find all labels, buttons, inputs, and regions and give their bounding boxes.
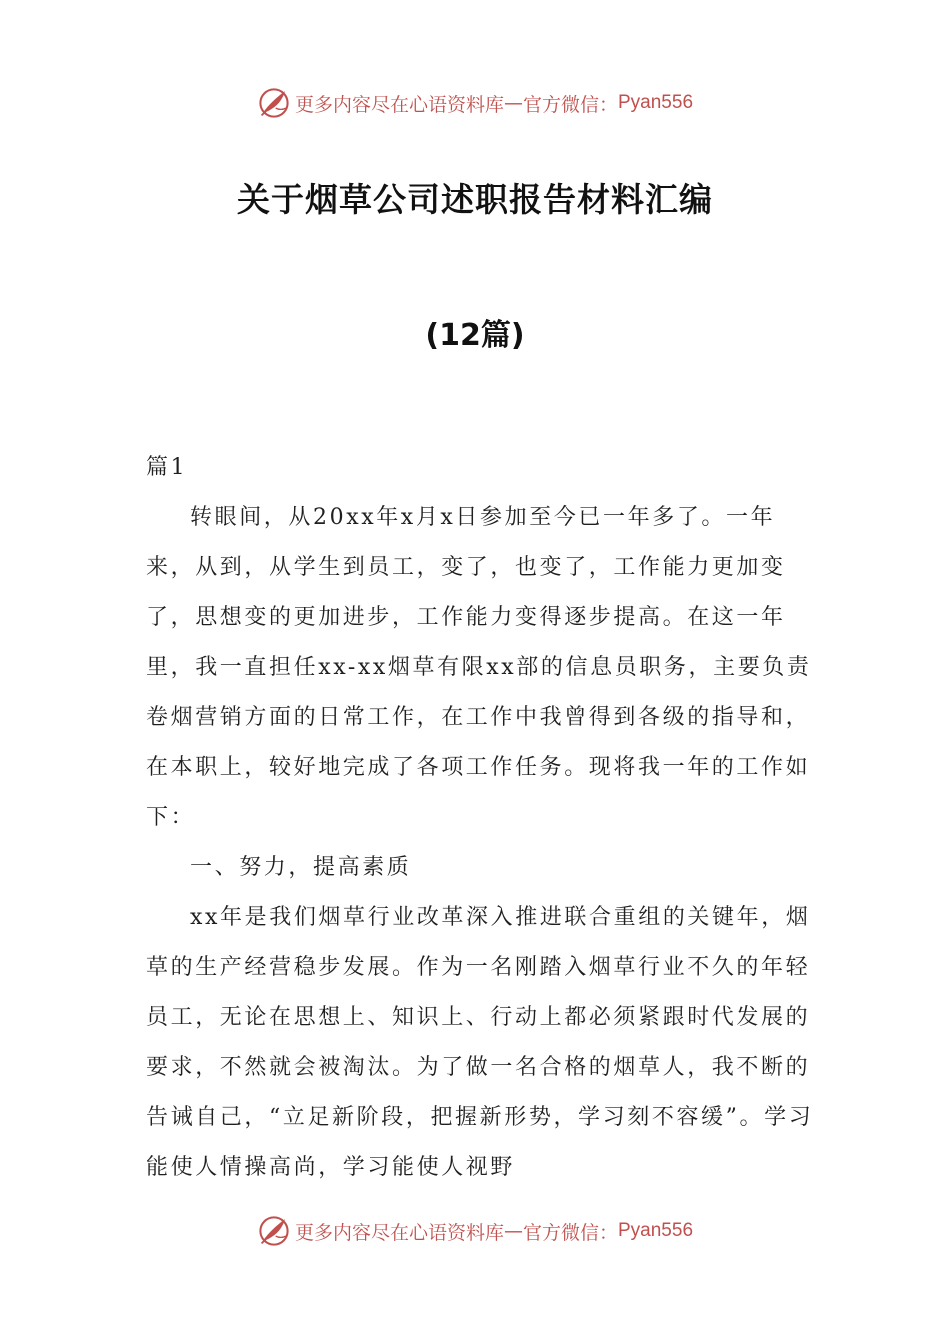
watermark-label: 官方微信： xyxy=(522,1221,618,1244)
watermark-separator: — xyxy=(503,92,523,114)
footer-watermark xyxy=(0,1211,950,1251)
document-title: 关于烟草公司述职报告材料汇编 xyxy=(237,180,713,219)
watermark-main-text: 更多内容尽在心语资料库 xyxy=(294,1221,504,1244)
watermark-handle: Pyan556 xyxy=(618,1220,694,1241)
watermark-handle: Pyan556 xyxy=(618,92,694,113)
watermark-main-text: 更多内容尽在心语资料库 xyxy=(294,93,504,116)
feather-pen-logo-icon xyxy=(257,86,291,120)
paragraph-2: xx年是我们烟草行业改革深入推进联合重组的关键年，烟草的生产经营稳步发展。作为一名刚踏入烟草行业不久的年轻员工，无论在思想上、知识上、行动上都必须紧跟时代发展的要求，不然就会被淘汰。为了做一名合格的烟草人，我不断的告诫自己，“立足新阶段，把握新形势，学习刻不容缓”。学习能使人情操高尚，学习能使人视野 xyxy=(146,905,814,1180)
document-subtitle: (12篇) xyxy=(425,318,525,353)
feather-pen-logo-icon xyxy=(257,1214,291,1248)
section-label: 篇1 xyxy=(146,455,188,480)
document-body xyxy=(146,443,818,1193)
header-watermark xyxy=(0,83,950,123)
paragraph-1: 转眼间，从20xx年x月x日参加至今已一年多了。一年来，从到，从学生到员工，变了，也变了，工作能力更加变了，思想变的更加进步，工作能力变得逐步提高。在这一年里，我一直担任xx-xx烟草有限xx部的信息员职务，主要负责卷烟营销方面的日常工作，在工作中我曾得到各级的指导和，在本职上，较好地完成了各项工作任务。现将我一年的工作如下： xyxy=(146,505,812,830)
section-heading-1: 一、努力，提高素质 xyxy=(190,855,412,880)
watermark-label: 官方微信： xyxy=(522,93,618,116)
watermark-separator: — xyxy=(503,1220,523,1242)
